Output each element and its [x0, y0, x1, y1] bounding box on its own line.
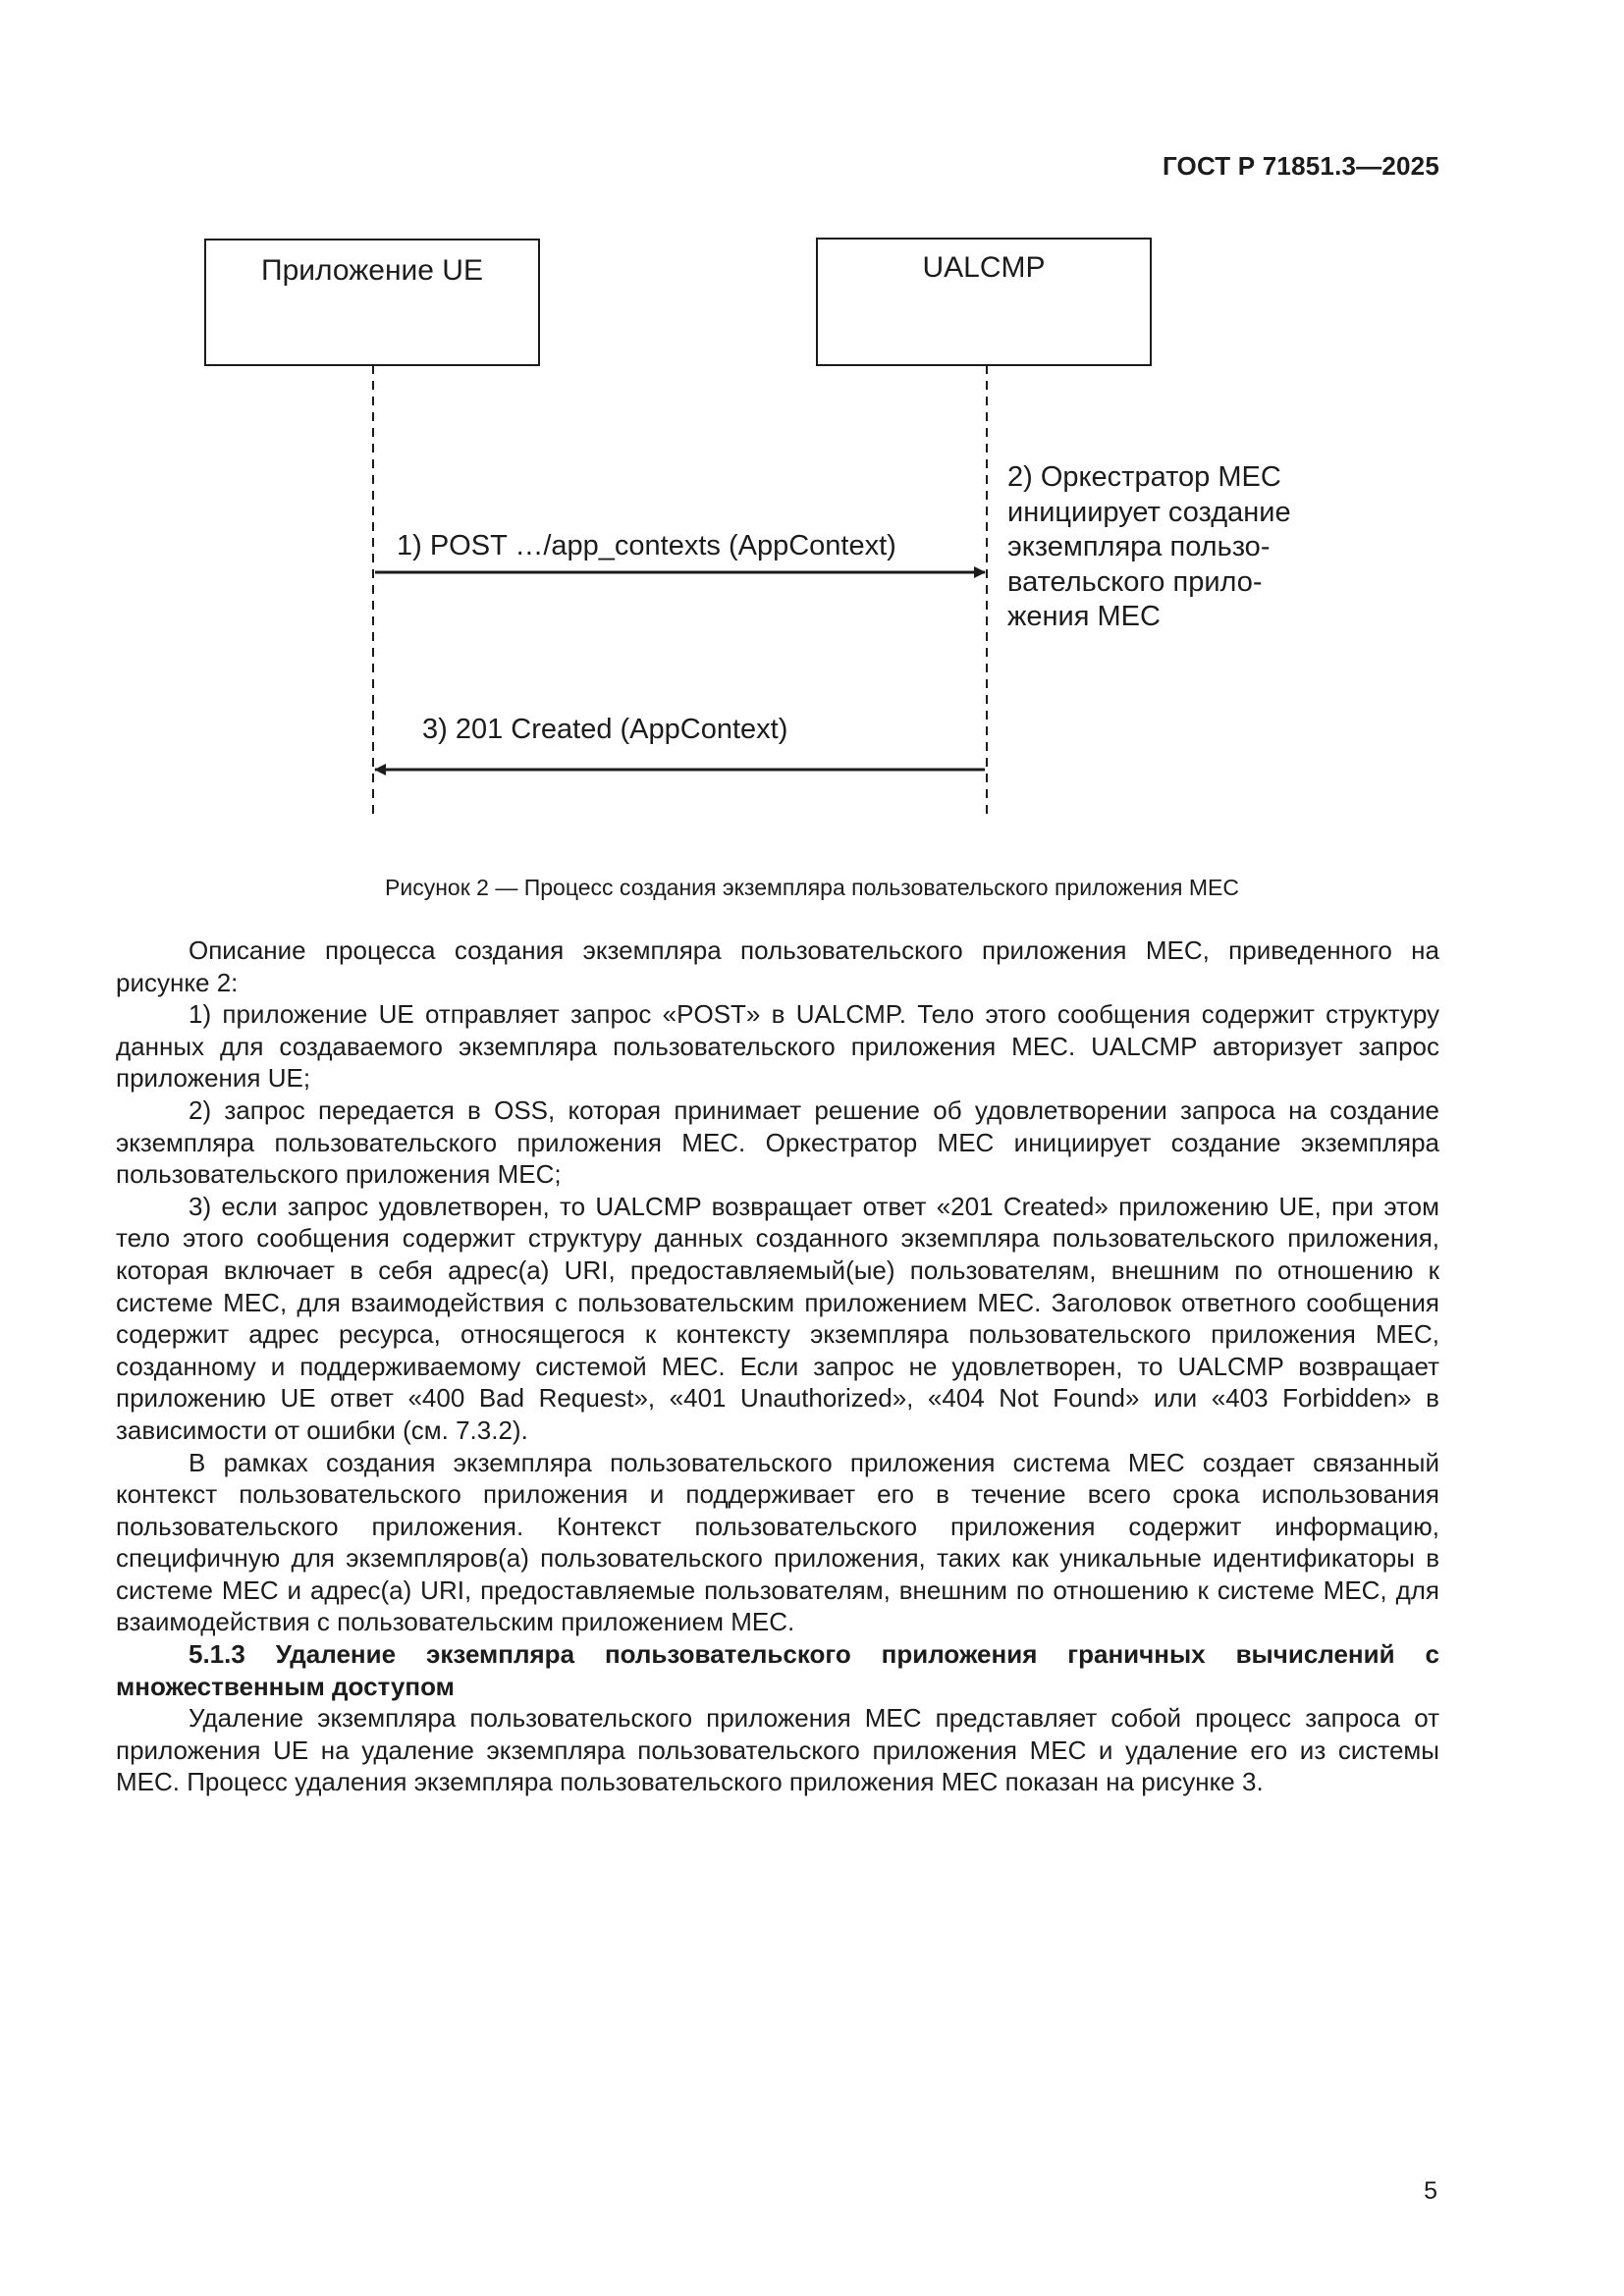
- sequence-diagram: [0, 0, 1624, 844]
- note-line: жения МЕС: [1007, 601, 1161, 632]
- paragraph: Описание процесса создания экземпляра пользовательского приложения МЕС, приведенного на рисунке 2:: [116, 935, 1439, 997]
- paragraph-step-3: 3) если запрос удовлетворен, то UALCMP возвращает ответ «201 Created» приложению UE, при этом тело этого сообщения содержит структуру данных созданного экземпляра пользовательского приложения, которая включает в себя адрес(а) URI, предоставляемый(ые) пользователям, внешним по отношению к системе МЕС, для взаимодействия с пользовательским приложением МЕС. Заголовок ответного сообщения содержит адрес ресурса, относящегося к контексту экземпляра пользовательского приложения МЕС, созданному и поддерживаемому системой МЕС. Если запрос не удовлетворен, то UALCMP возвращает приложению UE ответ «400 Bad Request», «401 Unauthorized», «404 Not Found» или «403 Forbidden» в зависимости от ошибки (см. 7.3.2).: [116, 1191, 1439, 1445]
- paragraph: В рамках создания экземпляра пользовательского приложения система МЕС создает связанный контекст пользовательского приложения и поддерживает его в течение всего срока использования пользовательского приложения. Контекст пользовательского приложения содержит информацию, специфичную для экземпляров(а) пользовательского приложения, таких как уникальные идентификаторы в системе МЕС и адрес(а) URI, предоставляемые пользователям, внешним по отношению к системе МЕС, для взаимодействия с пользовательским приложением МЕС.: [116, 1447, 1439, 1637]
- paragraph-step-1: 1) приложение UE отправляет запрос «POST» в UALCMP. Тело этого сообщения содержит структуру данных для создаваемого экземпляра пользовательского приложения МЕС. UALCMP авторизует запрос приложения UE;: [116, 999, 1439, 1094]
- note-line: вательского прило-: [1007, 566, 1263, 598]
- message-label-post-request: 1) POST …/app_contexts (AppContext): [397, 530, 896, 561]
- section-heading: 5.1.3 Удаление экземпляра пользовательского приложения граничных вычислений с множественным доступом: [116, 1639, 1439, 1701]
- document-body: [116, 934, 1439, 1798]
- note-line: 2) Оркестратор МЕС: [1007, 461, 1281, 493]
- paragraph: Удаление экземпляра пользовательского приложения МЕС представляет собой процесс запроса от приложения UE на удаление экземпляра пользовательского приложения МЕС и удаление его из системы МЕС. Процесс удаления экземпляра пользовательского приложения МЕС показан на рисунке 3.: [116, 1703, 1439, 1797]
- participant-label-ue-app: Приложение UE: [261, 254, 483, 287]
- note-line: экземпляра пользо-: [1007, 531, 1271, 562]
- note-orchestrator: [1007, 461, 1299, 632]
- page-number: 5: [1424, 2177, 1437, 2205]
- message-label-201-created: 3) 201 Created (AppContext): [422, 714, 788, 745]
- document-header-standard-id: ГОСТ Р 71851.3—2025: [1162, 151, 1439, 181]
- paragraph-step-2: 2) запрос передается в OSS, которая принимает решение об удовлетворении запроса на создание экземпляра пользовательского приложения МЕС. Оркестратор МЕС инициирует создание экземпляра пользовательского приложения МЕС;: [116, 1095, 1439, 1190]
- figure-caption: Рисунок 2 — Процесс создания экземпляра пользовательского приложения МЕС: [385, 875, 1239, 900]
- participant-label-ualcmp: UALCMP: [922, 251, 1046, 284]
- note-line: инициирует создание: [1007, 497, 1291, 528]
